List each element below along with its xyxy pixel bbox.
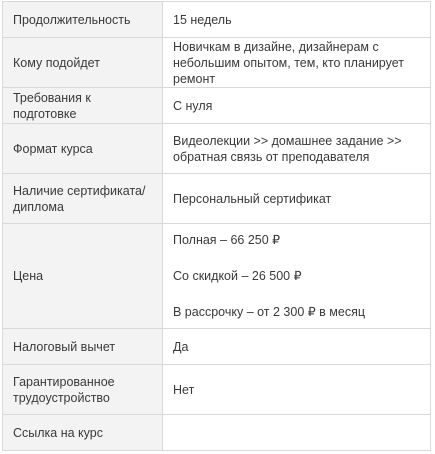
row-value-audience: Новичкам в дизайне, дизайнерам с небольшим опытом, тем, кто планирует ремонт (163, 38, 431, 88)
row-value-price (163, 224, 431, 329)
row-label-certificate: Наличие сертификата/ диплома (3, 174, 163, 224)
row-label-requirements: Требования к подготовке (3, 88, 163, 124)
price-full: Полная – 66 250 ₽ (173, 233, 281, 247)
row-label-duration: Продолжительность (3, 2, 163, 38)
table-row-format (3, 124, 431, 174)
row-value-course-link[interactable] (163, 415, 431, 451)
row-label-price: Цена (3, 224, 163, 329)
table-row-tax-deduction (3, 329, 431, 365)
table-row-requirements (3, 88, 431, 124)
table-row-certificate (3, 174, 431, 224)
row-label-tax-deduction: Налоговый вычет (3, 329, 163, 365)
row-value-employment: Нет (163, 365, 431, 415)
price-installment: В рассрочку – от 2 300 ₽ в месяц (173, 305, 366, 319)
course-info-table-container (2, 1, 431, 451)
row-label-format: Формат курса (3, 124, 163, 174)
row-value-requirements: С нуля (163, 88, 431, 124)
table-row-audience (3, 38, 431, 88)
row-value-tax-deduction: Да (163, 329, 431, 365)
row-label-course-link: Ссылка на курс (3, 415, 163, 451)
table-row-price (3, 224, 431, 329)
table-row-course-link (3, 415, 431, 451)
row-label-employment: Гарантированное трудоустройство (3, 365, 163, 415)
row-label-audience: Кому подойдет (3, 38, 163, 88)
course-info-table (2, 1, 431, 451)
table-row-employment (3, 365, 431, 415)
row-value-certificate: Персональный сертификат (163, 174, 431, 224)
price-discount: Со скидкой – 26 500 ₽ (173, 269, 302, 283)
row-value-format: Видеолекции >> домашнее задание >> обратная связь от преподавателя (163, 124, 431, 174)
row-value-duration: 15 недель (163, 2, 431, 38)
table-row-duration (3, 2, 431, 38)
